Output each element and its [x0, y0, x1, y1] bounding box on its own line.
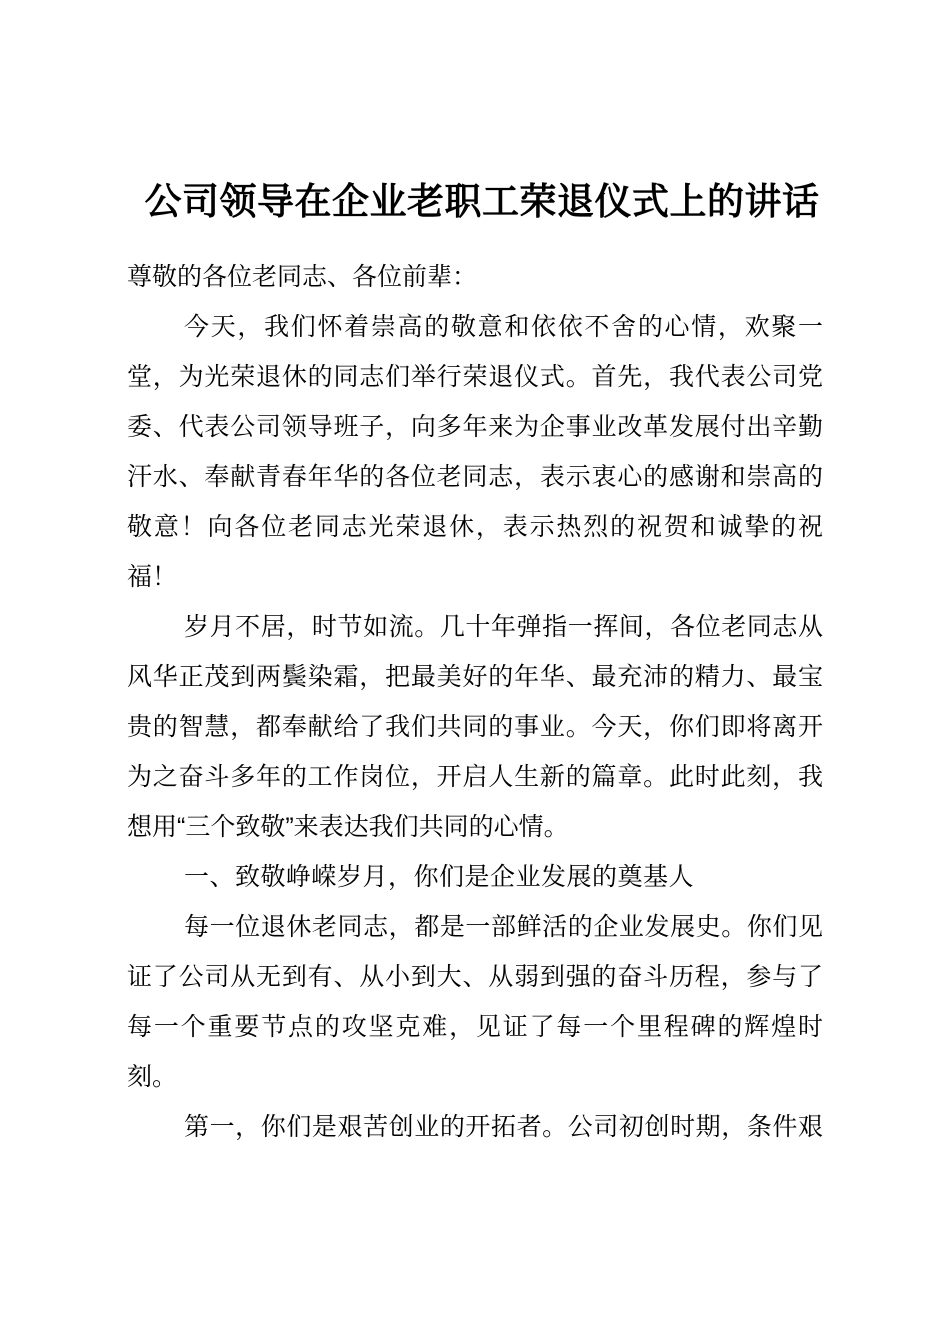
text-line: 风华正茂到两鬓染霜，把最美好的年华、最充沛的精力、最宝 — [127, 663, 823, 691]
text-line: 尊敬的各位老同志、各位前辈： — [127, 263, 478, 291]
text-line: 贵的智慧，都奉献给了我们共同的事业。今天，你们即将离开 — [127, 713, 823, 741]
text-line: 汗水、奉献青春年华的各位老同志，表示衷心的感谢和崇高的 — [127, 463, 823, 491]
text-line: 为之奋斗多年的工作岗位，开启人生新的篇章。此时此刻，我 — [127, 763, 823, 791]
text-line: 岁月不居，时节如流。几十年弹指一挥间，各位老同志从 — [184, 613, 823, 641]
text-line: 想用“三个致敬”来表达我们共同的心情。 — [127, 813, 569, 841]
section-heading: 一、致敬峥嵘岁月，你们是企业发展的奠基人 — [184, 863, 695, 891]
text-line: 敬意！向各位老同志光荣退休，表示热烈的祝贺和诚挚的祝 — [127, 513, 823, 541]
text-line: 证了公司从无到有、从小到大、从弱到强的奋斗历程，参与了 — [127, 963, 823, 991]
text-line: 每一个重要节点的攻坚克难，见证了每一个里程碑的辉煌时 — [127, 1013, 823, 1041]
text-line: 每一位退休老同志，都是一部鲜活的企业发展史。你们见 — [184, 913, 823, 941]
text-line: 委、代表公司领导班子，向多年来为企事业改革发展付出辛勤 — [127, 413, 823, 441]
text-line: 第一，你们是艰苦创业的开拓者。公司初创时期，条件艰 — [184, 1113, 823, 1141]
document-title: 公司领导在企业老职工荣退仪式上的讲话 — [144, 181, 820, 222]
text-line: 堂，为光荣退休的同志们举行荣退仪式。首先，我代表公司党 — [127, 363, 823, 391]
text-line: 刻。 — [127, 1063, 178, 1091]
document-body — [127, 252, 823, 1152]
text-line: 福！ — [127, 563, 178, 591]
text-line: 今天，我们怀着崇高的敬意和依依不舍的心情，欢聚一 — [184, 313, 823, 341]
